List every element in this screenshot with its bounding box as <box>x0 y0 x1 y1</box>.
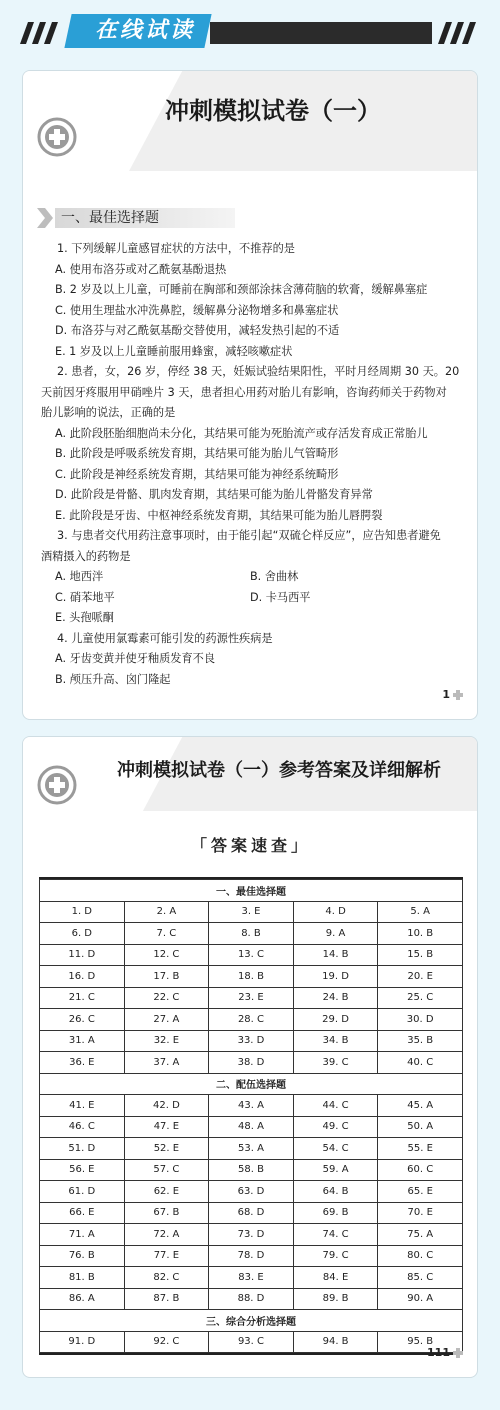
answer-option: B. 此阶段是呼吸系统发育期，其结果可能为胎儿气管畸形 <box>55 447 339 460</box>
answer-cell: 29. D <box>293 1009 378 1031</box>
table-row <box>40 923 463 945</box>
answer-cell: 57. C <box>124 1159 209 1181</box>
answer-cell: 89. B <box>293 1288 378 1310</box>
table-row <box>40 1224 463 1246</box>
table-section-title: 三、综合分析选择题 <box>40 1310 463 1332</box>
medical-cross-icon <box>37 117 77 157</box>
stripes-decoration <box>20 22 66 44</box>
answer-option: A. 牙齿变黄并使牙釉质发育不良 <box>55 652 216 665</box>
answer-cell: 70. E <box>378 1202 463 1224</box>
answer-cell: 9. A <box>293 923 378 945</box>
answer-option: D. 卡马西平 <box>250 590 311 604</box>
answer-cell: 81. B <box>40 1267 125 1289</box>
question-text: 1. 下列缓解儿童感冒症状的方法中，不推荐的是 <box>57 242 295 255</box>
answer-cell: 55. E <box>378 1138 463 1160</box>
table-row <box>40 1159 463 1181</box>
answer-option: D. 此阶段是骨骼、肌肉发育期，其结果可能为胎儿骨骼发育异常 <box>55 488 373 501</box>
question-list <box>41 239 461 690</box>
answer-cell: 6. D <box>40 923 125 945</box>
banner-bar <box>210 22 432 44</box>
answer-cell: 51. D <box>40 1138 125 1160</box>
question-text: 4. 儿童使用氯霉素可能引发的药源性疾病是 <box>57 631 273 645</box>
answer-cell: 47. E <box>124 1116 209 1138</box>
answer-option: C. 硝苯地平 <box>55 590 115 604</box>
answer-cell: 37. A <box>124 1052 209 1074</box>
answer-cell: 74. C <box>293 1224 378 1246</box>
answer-option: A. 地西泮 <box>55 570 104 583</box>
answer-cell: 11. D <box>40 944 125 966</box>
answer-cell: 24. B <box>293 987 378 1009</box>
answer-quick-title: 「答案速查」 <box>190 836 311 855</box>
answer-option: B. 2 岁及以上儿童，可睡前在胸部和颈部涂抹含薄荷脑的软膏，缓解鼻塞症 <box>55 283 428 296</box>
answer-cell: 32. E <box>124 1030 209 1052</box>
table-row <box>40 1138 463 1160</box>
answer-cell: 12. C <box>124 944 209 966</box>
answer-option: D. 布洛芬与对乙酰氨基酚交替使用，减轻发热引起的不适 <box>55 324 340 337</box>
answer-cell: 83. E <box>209 1267 294 1289</box>
answer-option: C. 此阶段是神经系统发育期，其结果可能为神经系统畸形 <box>55 467 339 481</box>
answer-cell: 25. C <box>378 987 463 1009</box>
table-row <box>40 1095 463 1117</box>
answer-cell: 46. C <box>40 1116 125 1138</box>
option-row <box>41 588 461 609</box>
option-row <box>41 567 461 588</box>
answer-cell: 36. E <box>40 1052 125 1074</box>
table-section-title: 二、配伍选择题 <box>40 1073 463 1095</box>
banner-label: 在线试读 <box>94 18 195 43</box>
answer-cell: 62. E <box>124 1181 209 1203</box>
answer-cell: 1. D <box>40 901 125 923</box>
plus-icon <box>453 690 463 700</box>
plus-icon <box>453 1348 463 1358</box>
answer-cell: 5. A <box>378 901 463 923</box>
answer-cell: 69. B <box>293 1202 378 1224</box>
answer-cell: 61. D <box>40 1181 125 1203</box>
answer-cell: 86. A <box>40 1288 125 1310</box>
answer-cell: 8. B <box>209 923 294 945</box>
answer-cell: 23. E <box>209 987 294 1009</box>
answer-table-frame <box>39 877 463 1355</box>
table-row <box>40 1202 463 1224</box>
answer-cell: 22. C <box>124 987 209 1009</box>
answer-cell: 15. B <box>378 944 463 966</box>
answer-cell: 66. E <box>40 1202 125 1224</box>
answer-cell: 10. B <box>378 923 463 945</box>
answer-cell: 53. A <box>209 1138 294 1160</box>
answer-cell: 3. E <box>209 901 294 923</box>
page-card-1 <box>22 70 478 720</box>
table-row <box>40 1009 463 1031</box>
table-row <box>40 944 463 966</box>
answer-cell: 19. D <box>293 966 378 988</box>
answer-cell: 95. B <box>378 1331 463 1353</box>
answer-cell: 52. E <box>124 1138 209 1160</box>
answer-cell: 34. B <box>293 1030 378 1052</box>
answer-cell: 16. D <box>40 966 125 988</box>
answer-cell: 42. D <box>124 1095 209 1117</box>
answer-cell: 80. C <box>378 1245 463 1267</box>
answer-cell: 26. C <box>40 1009 125 1031</box>
answer-cell: 41. E <box>40 1095 125 1117</box>
answer-table <box>39 879 463 1353</box>
answer-cell: 2. A <box>124 901 209 923</box>
answer-cell: 14. B <box>293 944 378 966</box>
answer-cell: 67. B <box>124 1202 209 1224</box>
answer-cell: 56. E <box>40 1159 125 1181</box>
answer-cell: 35. B <box>378 1030 463 1052</box>
answer-cell: 40. C <box>378 1052 463 1074</box>
answer-cell: 54. C <box>293 1138 378 1160</box>
answer-cell: 20. E <box>378 966 463 988</box>
answer-option: B. 颅压升高、囟门隆起 <box>55 672 171 686</box>
answer-cell: 84. E <box>293 1267 378 1289</box>
answer-cell: 71. A <box>40 1224 125 1246</box>
answer-cell: 76. B <box>40 1245 125 1267</box>
answer-cell: 7. C <box>124 923 209 945</box>
answer-cell: 82. C <box>124 1267 209 1289</box>
answer-cell: 17. B <box>124 966 209 988</box>
table-row <box>40 1245 463 1267</box>
question-text: 胎儿影响的说法，正确的是 <box>41 406 176 419</box>
table-row <box>40 1116 463 1138</box>
answer-cell: 13. C <box>209 944 294 966</box>
answer-cell: 28. C <box>209 1009 294 1031</box>
answer-cell: 93. C <box>209 1331 294 1353</box>
answer-cell: 88. D <box>209 1288 294 1310</box>
page-card-2 <box>22 736 478 1378</box>
table-row <box>40 1181 463 1203</box>
page-number: 111 <box>427 1346 463 1359</box>
table-row <box>40 1030 463 1052</box>
answer-cell: 49. C <box>293 1116 378 1138</box>
section-heading <box>37 205 237 231</box>
page-title: 冲刺模拟试卷（一） <box>165 96 381 125</box>
answer-cell: 90. A <box>378 1288 463 1310</box>
page-title: 冲刺模拟试卷（一）参考答案及详细解析 <box>117 760 441 781</box>
table-row <box>40 1288 463 1310</box>
answer-cell: 30. D <box>378 1009 463 1031</box>
answer-cell: 68. D <box>209 1202 294 1224</box>
answer-cell: 45. A <box>378 1095 463 1117</box>
answer-cell: 27. A <box>124 1009 209 1031</box>
answer-cell: 92. C <box>124 1331 209 1353</box>
answer-cell: 65. E <box>378 1181 463 1203</box>
section-title: 一、最佳选择题 <box>61 210 159 226</box>
answer-cell: 72. A <box>124 1224 209 1246</box>
answer-cell: 4. D <box>293 901 378 923</box>
answer-cell: 94. B <box>293 1331 378 1353</box>
answer-option: E. 此阶段是牙齿、中枢神经系统发育期，其结果可能为胎儿唇腭裂 <box>55 508 383 522</box>
table-row <box>40 1267 463 1289</box>
table-section-row <box>40 1310 463 1332</box>
question-text: 3. 与患者交代用药注意事项时，由于能引起“双硫仑样反应”，应告知患者避免 <box>57 529 441 542</box>
question-text: 2. 患者，女，26 岁，停经 38 天，妊娠试验结果阳性，平时月经周期 30 天。20 <box>57 365 460 378</box>
answer-cell: 44. C <box>293 1095 378 1117</box>
answer-cell: 78. D <box>209 1245 294 1267</box>
answer-cell: 85. C <box>378 1267 463 1289</box>
table-section-row <box>40 880 463 902</box>
answer-cell: 73. D <box>209 1224 294 1246</box>
answer-cell: 38. D <box>209 1052 294 1074</box>
answer-cell: 75. A <box>378 1224 463 1246</box>
answer-option: A. 使用布洛芬或对乙酰氨基酚退热 <box>55 262 227 276</box>
answer-option: E. 1 岁及以上儿童睡前服用蜂蜜，减轻咳嗽症状 <box>55 344 293 358</box>
table-row <box>40 1052 463 1074</box>
answer-cell: 64. B <box>293 1181 378 1203</box>
answer-cell: 91. D <box>40 1331 125 1353</box>
question-text: 酒精摄入的药物是 <box>41 549 131 563</box>
answer-cell: 48. A <box>209 1116 294 1138</box>
table-row <box>40 966 463 988</box>
answer-cell: 59. A <box>293 1159 378 1181</box>
answer-option: C. 使用生理盐水冲洗鼻腔，缓解鼻分泌物增多和鼻塞症状 <box>55 303 339 317</box>
answer-cell: 58. B <box>209 1159 294 1181</box>
table-section-title: 一、最佳选择题 <box>40 880 463 902</box>
answer-cell: 50. A <box>378 1116 463 1138</box>
answer-option: A. 此阶段胚胎细胞尚未分化，其结果可能为死胎流产或存活发育成正常胎儿 <box>55 426 428 440</box>
answer-cell: 60. C <box>378 1159 463 1181</box>
stripes-decoration <box>436 22 482 44</box>
answer-cell: 21. C <box>40 987 125 1009</box>
answer-cell: 87. B <box>124 1288 209 1310</box>
answer-cell: 43. A <box>209 1095 294 1117</box>
table-row <box>40 987 463 1009</box>
answer-cell: 18. B <box>209 966 294 988</box>
answer-cell: 77. E <box>124 1245 209 1267</box>
table-row <box>40 1331 463 1353</box>
answer-cell: 63. D <box>209 1181 294 1203</box>
medical-cross-icon <box>37 765 77 805</box>
answer-cell: 33. D <box>209 1030 294 1052</box>
answer-cell: 79. C <box>293 1245 378 1267</box>
answer-option: E. 头孢哌酮 <box>55 611 114 624</box>
question-text: 天前因牙疼服用甲硝唑片 3 天，患者担心用药对胎儿有影响，咨询药师关于药物对 <box>41 385 447 399</box>
table-section-row <box>40 1073 463 1095</box>
answer-cell: 31. A <box>40 1030 125 1052</box>
answer-option: B. 舍曲林 <box>250 570 299 583</box>
page-number: 1 <box>442 688 463 701</box>
table-row <box>40 901 463 923</box>
answer-cell: 39. C <box>293 1052 378 1074</box>
top-banner <box>20 14 480 48</box>
